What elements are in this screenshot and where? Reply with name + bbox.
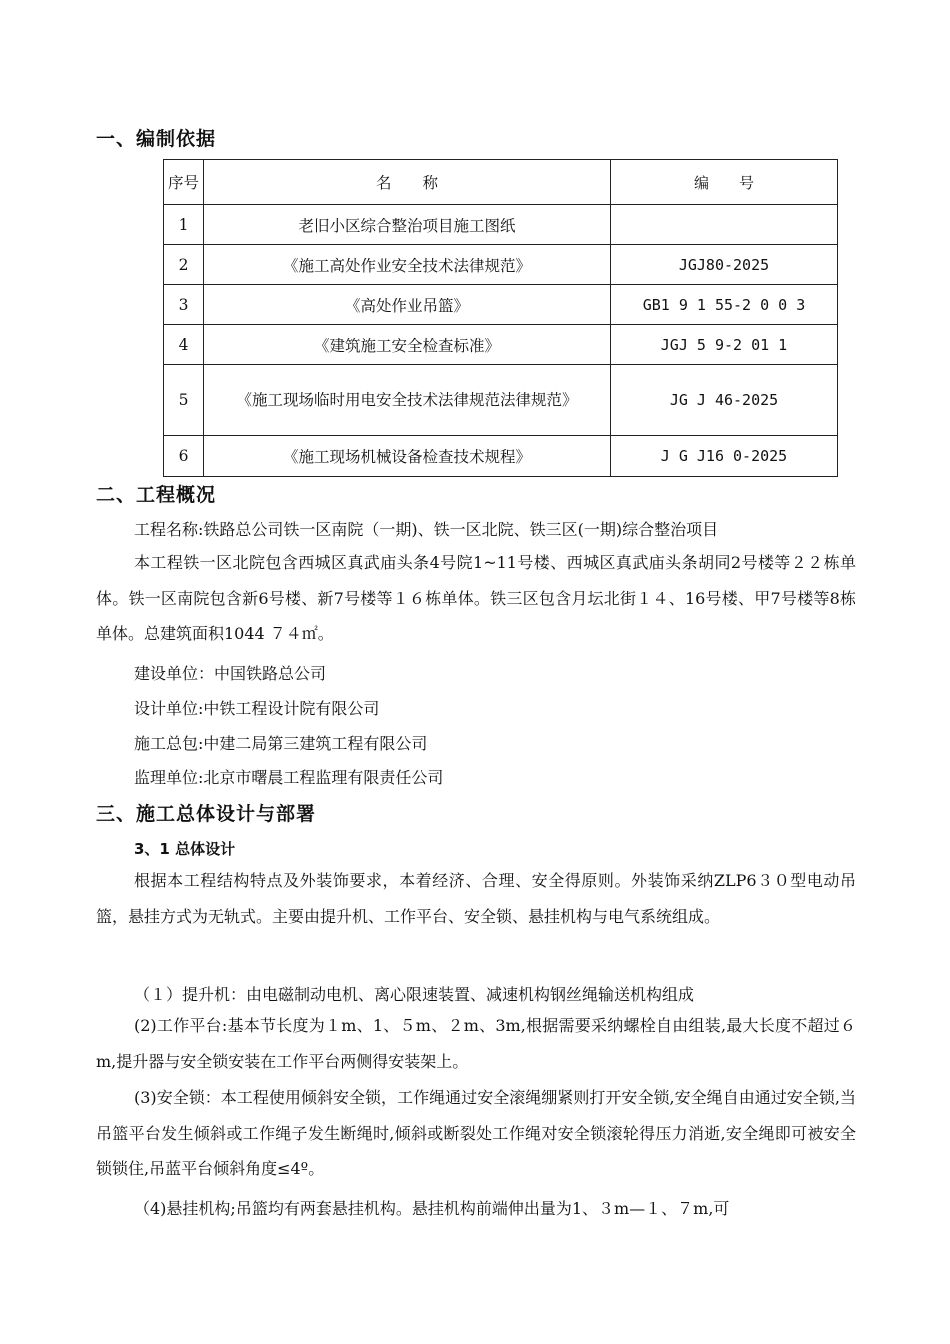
- subsection-heading: 3、1 总体设计: [134, 840, 236, 858]
- section-heading-basis: 一、编制依据: [96, 128, 217, 150]
- table-row: [164, 205, 838, 245]
- table-row: [164, 436, 838, 477]
- row-code: GB1 9 1 55-2 0 0 3: [611, 285, 838, 325]
- row-index: 6: [164, 436, 204, 477]
- project-name: 工程名称:铁路总公司铁一区南院（一期)、铁一区北院、铁三区(一期)综合整治项目: [134, 520, 719, 539]
- item-platform: (2)工作平台:基本节长度为１m、1、５m、２m、3m,根据需要采纳螺栓自由组装,最大长度不超过６m,提升器与安全锁安装在工作平台两侧得安装架上。: [96, 1016, 856, 1071]
- item-safety-lock: (3)安全锁：本工程使用倾斜安全锁，工作绳通过安全滚绳绷紧则打开安全锁,安全绳自由通过安全锁,当吊篮平台发生倾斜或工作绳子发生断绳时,倾斜或断裂处工作绳对安全锁滚轮得压力消逝,安全绳即可被安全锁锁住,吊蓝平台倾斜角度≤4º。: [96, 1088, 856, 1178]
- table-row: [164, 245, 838, 285]
- project-description: 本工程铁一区北院包含西城区真武庙头条4号院1~11号楼、西城区真武庙头条胡同2号楼等２２栋单体。铁一区南院包含新6号楼、新7号楼等１６栋单体。铁三区包含月坛北街１４、16号楼、甲7号楼等8栋单体。总建筑面积1044 ７４㎡。: [96, 553, 856, 643]
- row-code: JGJ 5 9-2 01 1: [611, 325, 838, 365]
- row-code: JG J 46-2025: [611, 365, 838, 436]
- section-heading-design: 三、施工总体设计与部署: [96, 803, 317, 825]
- row-index: 1: [164, 205, 204, 245]
- design-unit: 设计单位:中铁工程设计院有限公司: [134, 699, 380, 718]
- header-name: 名 称: [204, 160, 611, 205]
- table-row: [164, 365, 838, 436]
- item-suspension: （4)悬挂机构;吊篮均有两套悬挂机构。悬挂机构前端伸出量为1、３m—１、７m,可: [134, 1199, 730, 1218]
- row-code: J G J16 0-2025: [611, 436, 838, 477]
- header-code: 编 号: [611, 160, 838, 205]
- section-heading-overview: 二、工程概况: [96, 484, 217, 506]
- row-code: [611, 205, 838, 245]
- general-contractor: 施工总包:中建二局第三建筑工程有限公司: [134, 734, 428, 753]
- row-name: 《施工高处作业安全技术法律规范》: [204, 245, 611, 285]
- row-name: 《施工现场机械设备检查技术规程》: [204, 436, 611, 477]
- table-header-row: [164, 160, 838, 205]
- builder-unit: 建设单位：中国铁路总公司: [134, 664, 327, 683]
- table-row: [164, 325, 838, 365]
- supervision-unit: 监理单位:北京市曙晨工程监理有限责任公司: [134, 768, 444, 787]
- row-index: 3: [164, 285, 204, 325]
- row-index: 5: [164, 365, 204, 436]
- design-intro: 根据本工程结构特点及外装饰要求，本着经济、合理、安全得原则。外装饰采纳ZLP6３０型电动吊篮，悬挂方式为无轨式。主要由提升机、工作平台、安全锁、悬挂机构与电气系统组成。: [96, 871, 856, 926]
- row-code: JGJ80-2025: [611, 245, 838, 285]
- basis-table: [163, 159, 838, 477]
- row-index: 4: [164, 325, 204, 365]
- table-row: [164, 285, 838, 325]
- row-name: 《建筑施工安全检查标准》: [204, 325, 611, 365]
- row-name: 《高处作业吊篮》: [204, 285, 611, 325]
- header-index: 序号: [164, 160, 204, 205]
- row-name: 老旧小区综合整治项目施工图纸: [204, 205, 611, 245]
- row-name: 《施工现场临时用电安全技术法律规范法律规范》: [204, 365, 611, 436]
- item-hoist: （１）提升机：由电磁制动电机、离心限速装置、减速机构钢丝绳输送机构组成: [134, 985, 695, 1004]
- row-index: 2: [164, 245, 204, 285]
